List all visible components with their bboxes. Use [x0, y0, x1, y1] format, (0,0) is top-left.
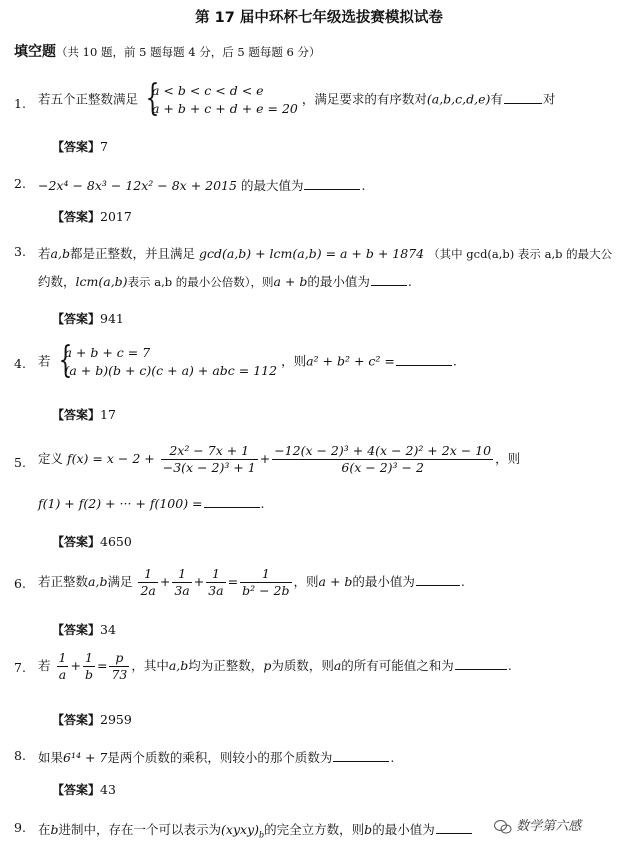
answer-label: 【答案】 — [52, 312, 101, 326]
q4-text-2: ，则 — [281, 353, 307, 369]
q7-text-4: 为质数，则 — [271, 658, 334, 673]
question-number: 5. — [14, 455, 26, 470]
answer-2 — [52, 208, 132, 225]
answer-1 — [52, 138, 108, 155]
q5-text: 定义 — [38, 451, 64, 466]
answer-label: 【答案】 — [52, 623, 101, 637]
question-body — [38, 244, 612, 262]
q1-text: 若五个正整数满足 — [38, 91, 139, 107]
fraction-denominator: a — [58, 667, 67, 682]
answer-blank[interactable] — [436, 820, 472, 834]
fraction-1 — [161, 443, 258, 476]
answer-value: 7 — [100, 139, 108, 154]
question-body: 若正整数a,b满足 $\frac{1}{2a}$ + $\frac{1}{3a}$ + $\frac{1}{3a}$ = $\frac{1}{\text{b² − 2b}}$ ，则a + b的最小值为 . — [38, 566, 465, 598]
fraction-2 — [272, 443, 493, 476]
q7-text-3: 均为正整数， — [188, 658, 264, 673]
answer-blank[interactable] — [333, 748, 389, 762]
q6-text: 若正整数 — [38, 574, 89, 589]
question-body — [38, 272, 412, 290]
q1-text-3: 有 — [490, 91, 503, 107]
q4-expression: a² + b² + c² = — [306, 353, 395, 369]
fraction-2 — [83, 650, 95, 683]
exam-title: 第 17 届中环杯七年级选拔赛模拟试卷 — [195, 10, 443, 26]
fraction-numerator: 1 — [172, 566, 191, 583]
fraction-denominator: 3a — [174, 583, 190, 598]
q8-text-2: 是两个质数的乘积，则较小的那个质数为 — [107, 750, 333, 765]
answer-value: 4650 — [100, 534, 132, 549]
question-number: 2. — [14, 176, 26, 191]
q9-text-4: 的最小值为 — [372, 822, 435, 837]
fraction-4 — [240, 566, 291, 599]
answer-value: 17 — [100, 407, 116, 422]
q8-text: 如果 — [38, 750, 64, 765]
question-body — [38, 443, 520, 476]
q9-number: (xyxy) — [221, 822, 260, 837]
q9-base: b — [50, 822, 59, 837]
q1-text-4: 对 — [542, 91, 556, 107]
q5-sum: f(1) + f(2) + ··· + f(100) = — [38, 496, 203, 511]
section-heading: 填空题 — [14, 44, 56, 60]
question-number: 3. — [14, 244, 26, 259]
system-line-1: a + b + c = 7 — [64, 345, 151, 360]
answer-blank[interactable] — [204, 494, 260, 508]
question-body — [38, 78, 556, 119]
system-line-2: (a + b)(b + c)(c + a) + abc = 112 — [64, 363, 278, 378]
q8-expression: 6¹⁴ + 7 — [63, 750, 108, 765]
q3-lcm: lcm(a,b) — [75, 274, 128, 289]
q3-apb: a + b — [273, 274, 308, 289]
watermark-text: 数学第六感 — [516, 819, 582, 834]
q9-subscript: b — [259, 830, 265, 840]
fraction-denominator: 3a — [208, 583, 224, 598]
answer-3 — [52, 310, 124, 327]
q3-text-6: 的最小值为 — [307, 274, 370, 289]
section-header — [14, 41, 320, 61]
fraction-denominator: b² − 2b — [242, 583, 290, 598]
plus-sign: + — [259, 451, 271, 466]
answer-label: 【答案】 — [52, 140, 101, 154]
fraction-1 — [57, 650, 69, 683]
q4-text-3: . — [452, 353, 457, 369]
q3-text-7: . — [407, 274, 412, 289]
q6-text-4: 的最小值为 — [352, 574, 415, 589]
answer-8 — [52, 781, 116, 798]
answer-blank[interactable] — [416, 572, 460, 586]
fraction-denominator: 6(x − 2)³ − 2 — [341, 460, 424, 475]
q2-expression: −2x⁴ − 8x³ − 12x² − 8x + 2015 — [38, 178, 237, 193]
q9-text: 在 — [38, 822, 51, 837]
q7-text-5: 的所有可能值之和为 — [341, 658, 454, 673]
question-body — [38, 340, 457, 381]
answer-7 — [52, 711, 132, 728]
q7-ab: a,b — [168, 658, 189, 673]
answer-value: 941 — [100, 311, 124, 326]
fraction-denominator: 2a — [140, 583, 156, 598]
q9-base-2: b — [364, 822, 373, 837]
answer-value: 2959 — [100, 712, 132, 727]
fraction-numerator: 1 — [240, 566, 291, 583]
q2-text: 的最大值为 — [240, 178, 304, 193]
watermark — [494, 815, 581, 834]
fraction-2 — [172, 566, 191, 599]
question-number: 9. — [14, 820, 26, 835]
q3-ab: a,b — [50, 246, 70, 261]
q3-text-2: 都是正整数，并且满足 — [69, 246, 195, 261]
answer-label: 【答案】 — [52, 783, 101, 797]
q3-text-5: 表示 a,b 的最小公倍数），则 — [127, 275, 274, 289]
answer-blank[interactable] — [371, 272, 407, 286]
answer-label: 【答案】 — [52, 535, 101, 549]
q2-text-2: . — [361, 178, 366, 193]
fraction-numerator: −12(x − 2)³ + 4(x − 2)² + 2x − 10 — [274, 443, 492, 458]
question-number: 7. — [14, 660, 26, 675]
q6-text-5: . — [460, 574, 465, 589]
wechat-icon — [494, 820, 512, 834]
q8-text-3: . — [390, 750, 395, 765]
q7-text: 若 — [38, 658, 51, 673]
q7-p: p — [263, 658, 272, 673]
fraction-numerator: 1 — [83, 650, 95, 667]
q7-a: a — [333, 658, 342, 673]
q9-text-2: 进制中，存在一个可以表示为 — [58, 822, 222, 837]
answer-5 — [52, 533, 132, 550]
q1-text-2: ，满足要求的有序数对 — [301, 91, 427, 107]
answer-value: 43 — [100, 782, 116, 797]
q1-tuple: (a,b,c,d,e) — [426, 91, 491, 107]
answer-blank[interactable] — [455, 656, 507, 670]
fraction-numerator: p — [109, 650, 129, 667]
fraction-numerator: 2x² − 7x + 1 — [161, 443, 258, 460]
q6-text-2: 满足 — [107, 574, 133, 589]
answer-label: 【答案】 — [52, 210, 101, 224]
answer-label: 【答案】 — [52, 408, 101, 422]
fraction-3 — [109, 650, 129, 683]
equation-system: { a < b < c < d < e a + b + c + d + e = 20 — [145, 78, 298, 119]
fraction-numerator: 1 — [58, 650, 67, 665]
question-number: 8. — [14, 748, 26, 763]
section-note: （共 10 题，前 5 题每题 4 分，后 5 题每题 6 分） — [56, 45, 321, 59]
answer-value: 34 — [100, 622, 116, 637]
q3-text: 若 — [38, 246, 51, 261]
q6-apb: a + b — [318, 574, 353, 589]
question-number: 6. — [14, 576, 26, 591]
q9-text-3: 的完全立方数，则 — [264, 822, 365, 837]
answer-blank[interactable] — [304, 176, 360, 190]
system-line-1: a < b < c < d < e — [152, 83, 264, 98]
question-number: 1. — [14, 96, 26, 111]
question-body: 若 $\frac{1}{a}$ + $\frac{1}{b}$ = $\frac{p}{73}$ ，其中a,b均为正整数，p为质数，则a的所有可能值之和为 . — [38, 650, 512, 682]
fraction-numerator: 1 — [206, 566, 225, 583]
q7-text-6: . — [507, 658, 512, 673]
q3-text-3: （其中 gcd(a,b) 表示 a,b 的最大公 — [428, 247, 613, 261]
question-body — [38, 820, 473, 840]
answer-6 — [52, 621, 116, 638]
fraction-3 — [206, 566, 225, 599]
q5-text-3: . — [260, 496, 265, 511]
q3-equation: gcd(a,b) + lcm(a,b) = a + b + 1874 — [198, 246, 425, 261]
q6-ab: a,b — [88, 574, 108, 589]
question-body — [38, 748, 394, 766]
fraction-denominator: b — [84, 667, 93, 682]
q3-text-4: 约数， — [38, 274, 76, 289]
fraction-numerator: 1 — [138, 566, 157, 583]
q4-text: 若 — [38, 353, 51, 369]
system-line-2: a + b + c + d + e = 20 — [152, 101, 298, 116]
q5-function: f(x) = x − 2 + — [67, 451, 155, 466]
question-body — [38, 176, 365, 194]
question-body — [38, 494, 265, 511]
fraction-denominator: 73 — [111, 667, 128, 682]
answer-label: 【答案】 — [52, 713, 101, 727]
q6-text-3: ，则 — [293, 574, 319, 589]
fraction-1 — [138, 566, 157, 599]
answer-blank[interactable] — [396, 352, 452, 366]
q5-text-2: ，则 — [495, 451, 521, 466]
q7-text-2: ，其中 — [131, 658, 169, 673]
question-number: 4. — [14, 356, 26, 371]
answer-blank[interactable] — [504, 90, 542, 104]
fraction-denominator: −3(x − 2)³ + 1 — [162, 460, 256, 475]
answer-value: 2017 — [100, 209, 132, 224]
equation-system: { a + b + c = 7 (a + b)(b + c)(c + a) + abc = 112 — [58, 340, 278, 381]
answer-4 — [52, 406, 116, 423]
